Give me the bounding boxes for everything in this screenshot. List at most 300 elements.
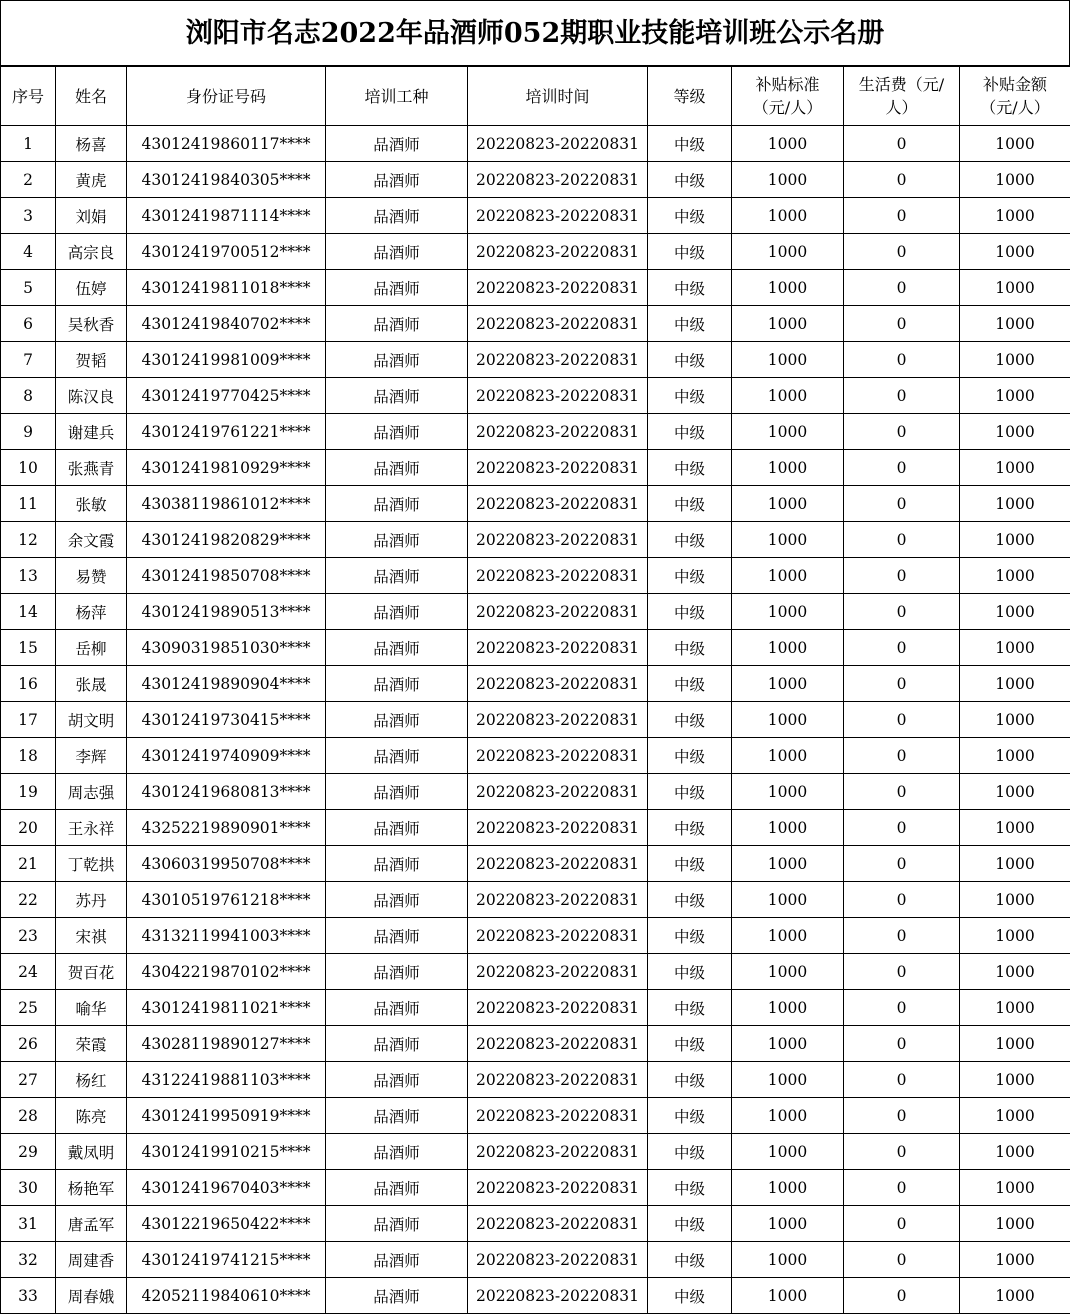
- cell-subsidy-standard: 1000: [732, 918, 844, 954]
- table-row: [1, 630, 1070, 666]
- cell-name: 高宗良: [56, 234, 127, 270]
- cell-living-fee: 0: [844, 450, 960, 486]
- cell-id-number: 43060319950708****: [127, 846, 326, 882]
- cell-id-number: 43012219650422****: [127, 1206, 326, 1242]
- cell-name: 唐孟军: [56, 1206, 127, 1242]
- table-row: [1, 198, 1070, 234]
- table-row: [1, 1026, 1070, 1062]
- cell-level: 中级: [648, 306, 732, 342]
- cell-subsidy-amount: 1000: [960, 378, 1070, 414]
- cell-period: 20220823-20220831: [468, 522, 648, 558]
- cell-subsidy-standard: 1000: [732, 1242, 844, 1278]
- table-row: [1, 162, 1070, 198]
- cell-id-number: 43042219870102****: [127, 954, 326, 990]
- cell-seq: 27: [1, 1062, 56, 1098]
- cell-trade: 品酒师: [326, 234, 468, 270]
- cell-subsidy-amount: 1000: [960, 1062, 1070, 1098]
- cell-trade: 品酒师: [326, 1170, 468, 1206]
- cell-period: 20220823-20220831: [468, 954, 648, 990]
- header-subsidy-standard-line1: 补贴标准: [755, 75, 820, 94]
- table-row: [1, 990, 1070, 1026]
- cell-id-number: 43012419810929****: [127, 450, 326, 486]
- cell-id-number: 43012419860117****: [127, 126, 326, 162]
- cell-name: 谢建兵: [56, 414, 127, 450]
- cell-level: 中级: [648, 666, 732, 702]
- cell-living-fee: 0: [844, 630, 960, 666]
- cell-name: 杨艳军: [56, 1170, 127, 1206]
- cell-period: 20220823-20220831: [468, 1134, 648, 1170]
- cell-level: 中级: [648, 594, 732, 630]
- cell-subsidy-standard: 1000: [732, 810, 844, 846]
- table-row: [1, 342, 1070, 378]
- cell-level: 中级: [648, 1242, 732, 1278]
- cell-subsidy-amount: 1000: [960, 126, 1070, 162]
- table-row: [1, 1098, 1070, 1134]
- cell-name: 周建香: [56, 1242, 127, 1278]
- roster-table: [0, 66, 1070, 1314]
- cell-level: 中级: [648, 162, 732, 198]
- table-row: [1, 954, 1070, 990]
- cell-name: 吴秋香: [56, 306, 127, 342]
- cell-subsidy-standard: 1000: [732, 1026, 844, 1062]
- cell-subsidy-amount: 1000: [960, 486, 1070, 522]
- cell-subsidy-amount: 1000: [960, 1026, 1070, 1062]
- cell-trade: 品酒师: [326, 846, 468, 882]
- cell-trade: 品酒师: [326, 666, 468, 702]
- cell-subsidy-standard: 1000: [732, 594, 844, 630]
- cell-level: 中级: [648, 450, 732, 486]
- table-row: [1, 1278, 1070, 1314]
- cell-level: 中级: [648, 522, 732, 558]
- cell-subsidy-standard: 1000: [732, 162, 844, 198]
- cell-subsidy-amount: 1000: [960, 1098, 1070, 1134]
- cell-level: 中级: [648, 954, 732, 990]
- cell-trade: 品酒师: [326, 738, 468, 774]
- cell-subsidy-amount: 1000: [960, 702, 1070, 738]
- cell-name: 宋祺: [56, 918, 127, 954]
- cell-subsidy-amount: 1000: [960, 1242, 1070, 1278]
- cell-level: 中级: [648, 918, 732, 954]
- cell-id-number: 43132119941003****: [127, 918, 326, 954]
- cell-subsidy-standard: 1000: [732, 450, 844, 486]
- cell-trade: 品酒师: [326, 522, 468, 558]
- cell-subsidy-standard: 1000: [732, 270, 844, 306]
- cell-trade: 品酒师: [326, 198, 468, 234]
- cell-period: 20220823-20220831: [468, 1026, 648, 1062]
- cell-living-fee: 0: [844, 1242, 960, 1278]
- cell-seq: 28: [1, 1098, 56, 1134]
- cell-period: 20220823-20220831: [468, 198, 648, 234]
- cell-living-fee: 0: [844, 738, 960, 774]
- cell-living-fee: 0: [844, 414, 960, 450]
- cell-subsidy-standard: 1000: [732, 1134, 844, 1170]
- cell-level: 中级: [648, 774, 732, 810]
- cell-trade: 品酒师: [326, 702, 468, 738]
- cell-subsidy-standard: 1000: [732, 486, 844, 522]
- cell-trade: 品酒师: [326, 954, 468, 990]
- table-row: [1, 846, 1070, 882]
- cell-living-fee: 0: [844, 1134, 960, 1170]
- cell-name: 苏丹: [56, 882, 127, 918]
- cell-id-number: 43012419680813****: [127, 774, 326, 810]
- cell-subsidy-amount: 1000: [960, 522, 1070, 558]
- cell-living-fee: 0: [844, 774, 960, 810]
- header-living-fee-line2: 人）: [885, 98, 918, 117]
- table-row: [1, 1134, 1070, 1170]
- cell-seq: 13: [1, 558, 56, 594]
- cell-trade: 品酒师: [326, 486, 468, 522]
- table-row: [1, 234, 1070, 270]
- cell-name: 周志强: [56, 774, 127, 810]
- cell-seq: 7: [1, 342, 56, 378]
- cell-subsidy-standard: 1000: [732, 1170, 844, 1206]
- cell-period: 20220823-20220831: [468, 990, 648, 1026]
- cell-level: 中级: [648, 1098, 732, 1134]
- cell-subsidy-amount: 1000: [960, 162, 1070, 198]
- cell-subsidy-standard: 1000: [732, 342, 844, 378]
- cell-level: 中级: [648, 738, 732, 774]
- table-row: [1, 414, 1070, 450]
- cell-subsidy-standard: 1000: [732, 666, 844, 702]
- cell-id-number: 43012419820829****: [127, 522, 326, 558]
- table-row: [1, 1206, 1070, 1242]
- cell-id-number: 43012419811021****: [127, 990, 326, 1026]
- cell-name: 易赞: [56, 558, 127, 594]
- cell-subsidy-standard: 1000: [732, 1098, 844, 1134]
- cell-subsidy-standard: 1000: [732, 522, 844, 558]
- cell-trade: 品酒师: [326, 270, 468, 306]
- cell-id-number: 43028119890127****: [127, 1026, 326, 1062]
- cell-name: 胡文明: [56, 702, 127, 738]
- cell-id-number: 43012419730415****: [127, 702, 326, 738]
- table-row: [1, 1062, 1070, 1098]
- cell-period: 20220823-20220831: [468, 738, 648, 774]
- cell-name: 陈亮: [56, 1098, 127, 1134]
- cell-seq: 20: [1, 810, 56, 846]
- cell-level: 中级: [648, 1134, 732, 1170]
- cell-id-number: 43012419740909****: [127, 738, 326, 774]
- cell-id-number: 43012419840702****: [127, 306, 326, 342]
- header-name: 姓名: [56, 67, 127, 126]
- cell-id-number: 43252219890901****: [127, 810, 326, 846]
- cell-living-fee: 0: [844, 486, 960, 522]
- cell-subsidy-amount: 1000: [960, 918, 1070, 954]
- cell-seq: 32: [1, 1242, 56, 1278]
- cell-seq: 6: [1, 306, 56, 342]
- cell-id-number: 43012419871114****: [127, 198, 326, 234]
- cell-trade: 品酒师: [326, 1062, 468, 1098]
- cell-level: 中级: [648, 1026, 732, 1062]
- cell-id-number: 43090319851030****: [127, 630, 326, 666]
- cell-period: 20220823-20220831: [468, 1098, 648, 1134]
- cell-seq: 9: [1, 414, 56, 450]
- cell-id-number: 43012419840305****: [127, 162, 326, 198]
- cell-seq: 17: [1, 702, 56, 738]
- cell-id-number: 43038119861012****: [127, 486, 326, 522]
- header-living-fee: [844, 67, 960, 126]
- cell-living-fee: 0: [844, 162, 960, 198]
- header-trade: 培训工种: [326, 67, 468, 126]
- cell-level: 中级: [648, 378, 732, 414]
- page-title: 浏阳市名志2022年品酒师052期职业技能培训班公示名册: [0, 0, 1070, 66]
- cell-subsidy-standard: 1000: [732, 990, 844, 1026]
- cell-id-number: 43012419981009****: [127, 342, 326, 378]
- cell-trade: 品酒师: [326, 162, 468, 198]
- cell-seq: 22: [1, 882, 56, 918]
- table-row: [1, 126, 1070, 162]
- cell-id-number: 43012419890513****: [127, 594, 326, 630]
- cell-name: 丁乾拱: [56, 846, 127, 882]
- cell-subsidy-amount: 1000: [960, 1278, 1070, 1314]
- cell-subsidy-amount: 1000: [960, 306, 1070, 342]
- cell-living-fee: 0: [844, 342, 960, 378]
- cell-id-number: 43012419890904****: [127, 666, 326, 702]
- cell-living-fee: 0: [844, 918, 960, 954]
- cell-trade: 品酒师: [326, 378, 468, 414]
- cell-subsidy-amount: 1000: [960, 198, 1070, 234]
- cell-subsidy-standard: 1000: [732, 414, 844, 450]
- cell-living-fee: 0: [844, 126, 960, 162]
- cell-subsidy-standard: 1000: [732, 738, 844, 774]
- cell-subsidy-amount: 1000: [960, 666, 1070, 702]
- cell-subsidy-standard: 1000: [732, 630, 844, 666]
- cell-seq: 4: [1, 234, 56, 270]
- cell-subsidy-amount: 1000: [960, 774, 1070, 810]
- cell-period: 20220823-20220831: [468, 810, 648, 846]
- cell-trade: 品酒师: [326, 342, 468, 378]
- cell-subsidy-standard: 1000: [732, 198, 844, 234]
- roster-body: [1, 126, 1070, 1314]
- cell-living-fee: 0: [844, 1062, 960, 1098]
- cell-trade: 品酒师: [326, 1242, 468, 1278]
- cell-name: 张晟: [56, 666, 127, 702]
- cell-trade: 品酒师: [326, 1026, 468, 1062]
- cell-seq: 11: [1, 486, 56, 522]
- cell-level: 中级: [648, 558, 732, 594]
- cell-living-fee: 0: [844, 594, 960, 630]
- cell-subsidy-amount: 1000: [960, 414, 1070, 450]
- cell-name: 杨喜: [56, 126, 127, 162]
- cell-seq: 1: [1, 126, 56, 162]
- header-period: 培训时间: [468, 67, 648, 126]
- cell-living-fee: 0: [844, 558, 960, 594]
- cell-subsidy-standard: 1000: [732, 1278, 844, 1314]
- cell-name: 周春娥: [56, 1278, 127, 1314]
- cell-trade: 品酒师: [326, 1206, 468, 1242]
- cell-name: 刘娟: [56, 198, 127, 234]
- cell-trade: 品酒师: [326, 594, 468, 630]
- cell-name: 荣霞: [56, 1026, 127, 1062]
- cell-period: 20220823-20220831: [468, 1062, 648, 1098]
- table-row: [1, 306, 1070, 342]
- cell-subsidy-amount: 1000: [960, 810, 1070, 846]
- cell-trade: 品酒师: [326, 558, 468, 594]
- cell-trade: 品酒师: [326, 774, 468, 810]
- cell-trade: 品酒师: [326, 990, 468, 1026]
- header-subsidy-standard-line2: （元/人）: [752, 98, 823, 117]
- cell-living-fee: 0: [844, 1098, 960, 1134]
- cell-trade: 品酒师: [326, 1134, 468, 1170]
- cell-seq: 30: [1, 1170, 56, 1206]
- cell-period: 20220823-20220831: [468, 1206, 648, 1242]
- cell-level: 中级: [648, 270, 732, 306]
- cell-subsidy-standard: 1000: [732, 234, 844, 270]
- table-row: [1, 558, 1070, 594]
- header-seq: 序号: [1, 67, 56, 126]
- cell-seq: 10: [1, 450, 56, 486]
- cell-level: 中级: [648, 810, 732, 846]
- cell-name: 岳柳: [56, 630, 127, 666]
- cell-trade: 品酒师: [326, 1278, 468, 1314]
- cell-subsidy-standard: 1000: [732, 954, 844, 990]
- cell-id-number: 43012419670403****: [127, 1170, 326, 1206]
- cell-subsidy-standard: 1000: [732, 702, 844, 738]
- cell-seq: 16: [1, 666, 56, 702]
- cell-trade: 品酒师: [326, 918, 468, 954]
- cell-period: 20220823-20220831: [468, 630, 648, 666]
- cell-living-fee: 0: [844, 810, 960, 846]
- table-row: [1, 738, 1070, 774]
- cell-subsidy-amount: 1000: [960, 990, 1070, 1026]
- cell-subsidy-standard: 1000: [732, 846, 844, 882]
- cell-period: 20220823-20220831: [468, 594, 648, 630]
- cell-seq: 18: [1, 738, 56, 774]
- cell-subsidy-amount: 1000: [960, 954, 1070, 990]
- cell-name: 余文霞: [56, 522, 127, 558]
- cell-seq: 14: [1, 594, 56, 630]
- cell-seq: 29: [1, 1134, 56, 1170]
- cell-subsidy-standard: 1000: [732, 558, 844, 594]
- cell-period: 20220823-20220831: [468, 774, 648, 810]
- cell-period: 20220823-20220831: [468, 270, 648, 306]
- cell-seq: 12: [1, 522, 56, 558]
- header-subsidy-standard: [732, 67, 844, 126]
- cell-living-fee: 0: [844, 1278, 960, 1314]
- cell-period: 20220823-20220831: [468, 126, 648, 162]
- cell-living-fee: 0: [844, 306, 960, 342]
- cell-period: 20220823-20220831: [468, 342, 648, 378]
- cell-subsidy-amount: 1000: [960, 342, 1070, 378]
- cell-level: 中级: [648, 1062, 732, 1098]
- cell-period: 20220823-20220831: [468, 378, 648, 414]
- cell-living-fee: 0: [844, 1170, 960, 1206]
- cell-subsidy-amount: 1000: [960, 738, 1070, 774]
- cell-id-number: 43012419950919****: [127, 1098, 326, 1134]
- cell-id-number: 42052119840610****: [127, 1278, 326, 1314]
- cell-period: 20220823-20220831: [468, 414, 648, 450]
- cell-seq: 24: [1, 954, 56, 990]
- cell-subsidy-standard: 1000: [732, 1206, 844, 1242]
- cell-trade: 品酒师: [326, 306, 468, 342]
- header-row: [1, 67, 1070, 126]
- cell-name: 伍婷: [56, 270, 127, 306]
- cell-seq: 33: [1, 1278, 56, 1314]
- cell-living-fee: 0: [844, 1026, 960, 1062]
- cell-name: 张燕青: [56, 450, 127, 486]
- table-row: [1, 450, 1070, 486]
- cell-living-fee: 0: [844, 666, 960, 702]
- cell-name: 李辉: [56, 738, 127, 774]
- cell-id-number: 43012419741215****: [127, 1242, 326, 1278]
- cell-level: 中级: [648, 1170, 732, 1206]
- cell-living-fee: 0: [844, 882, 960, 918]
- cell-subsidy-amount: 1000: [960, 1170, 1070, 1206]
- table-row: [1, 1242, 1070, 1278]
- cell-subsidy-standard: 1000: [732, 378, 844, 414]
- cell-trade: 品酒师: [326, 1098, 468, 1134]
- cell-subsidy-amount: 1000: [960, 882, 1070, 918]
- cell-level: 中级: [648, 486, 732, 522]
- table-row: [1, 774, 1070, 810]
- cell-subsidy-amount: 1000: [960, 234, 1070, 270]
- cell-name: 陈汉良: [56, 378, 127, 414]
- cell-period: 20220823-20220831: [468, 162, 648, 198]
- cell-level: 中级: [648, 342, 732, 378]
- cell-subsidy-standard: 1000: [732, 306, 844, 342]
- cell-level: 中级: [648, 234, 732, 270]
- cell-trade: 品酒师: [326, 414, 468, 450]
- cell-period: 20220823-20220831: [468, 918, 648, 954]
- cell-level: 中级: [648, 630, 732, 666]
- cell-id-number: 43012419700512****: [127, 234, 326, 270]
- cell-seq: 21: [1, 846, 56, 882]
- cell-name: 贺百花: [56, 954, 127, 990]
- cell-subsidy-amount: 1000: [960, 1206, 1070, 1242]
- cell-name: 戴凤明: [56, 1134, 127, 1170]
- cell-subsidy-amount: 1000: [960, 846, 1070, 882]
- cell-subsidy-amount: 1000: [960, 630, 1070, 666]
- cell-subsidy-amount: 1000: [960, 558, 1070, 594]
- cell-level: 中级: [648, 126, 732, 162]
- cell-trade: 品酒师: [326, 450, 468, 486]
- cell-living-fee: 0: [844, 270, 960, 306]
- cell-subsidy-amount: 1000: [960, 1134, 1070, 1170]
- cell-period: 20220823-20220831: [468, 702, 648, 738]
- cell-level: 中级: [648, 1206, 732, 1242]
- table-row: [1, 594, 1070, 630]
- cell-subsidy-standard: 1000: [732, 126, 844, 162]
- cell-period: 20220823-20220831: [468, 1170, 648, 1206]
- cell-subsidy-amount: 1000: [960, 594, 1070, 630]
- cell-id-number: 43012419910215****: [127, 1134, 326, 1170]
- cell-level: 中级: [648, 846, 732, 882]
- header-subsidy-amount: [960, 67, 1070, 126]
- cell-living-fee: 0: [844, 522, 960, 558]
- cell-level: 中级: [648, 990, 732, 1026]
- cell-living-fee: 0: [844, 234, 960, 270]
- cell-name: 杨萍: [56, 594, 127, 630]
- cell-name: 喻华: [56, 990, 127, 1026]
- cell-subsidy-amount: 1000: [960, 450, 1070, 486]
- table-row: [1, 882, 1070, 918]
- cell-subsidy-standard: 1000: [732, 774, 844, 810]
- cell-trade: 品酒师: [326, 126, 468, 162]
- table-row: [1, 918, 1070, 954]
- cell-seq: 2: [1, 162, 56, 198]
- cell-name: 张敏: [56, 486, 127, 522]
- cell-id-number: 43010519761218****: [127, 882, 326, 918]
- cell-period: 20220823-20220831: [468, 234, 648, 270]
- cell-seq: 25: [1, 990, 56, 1026]
- cell-period: 20220823-20220831: [468, 882, 648, 918]
- cell-living-fee: 0: [844, 990, 960, 1026]
- cell-living-fee: 0: [844, 198, 960, 234]
- table-row: [1, 810, 1070, 846]
- header-id: 身份证号码: [127, 67, 326, 126]
- table-row: [1, 702, 1070, 738]
- cell-name: 贺韬: [56, 342, 127, 378]
- cell-period: 20220823-20220831: [468, 1242, 648, 1278]
